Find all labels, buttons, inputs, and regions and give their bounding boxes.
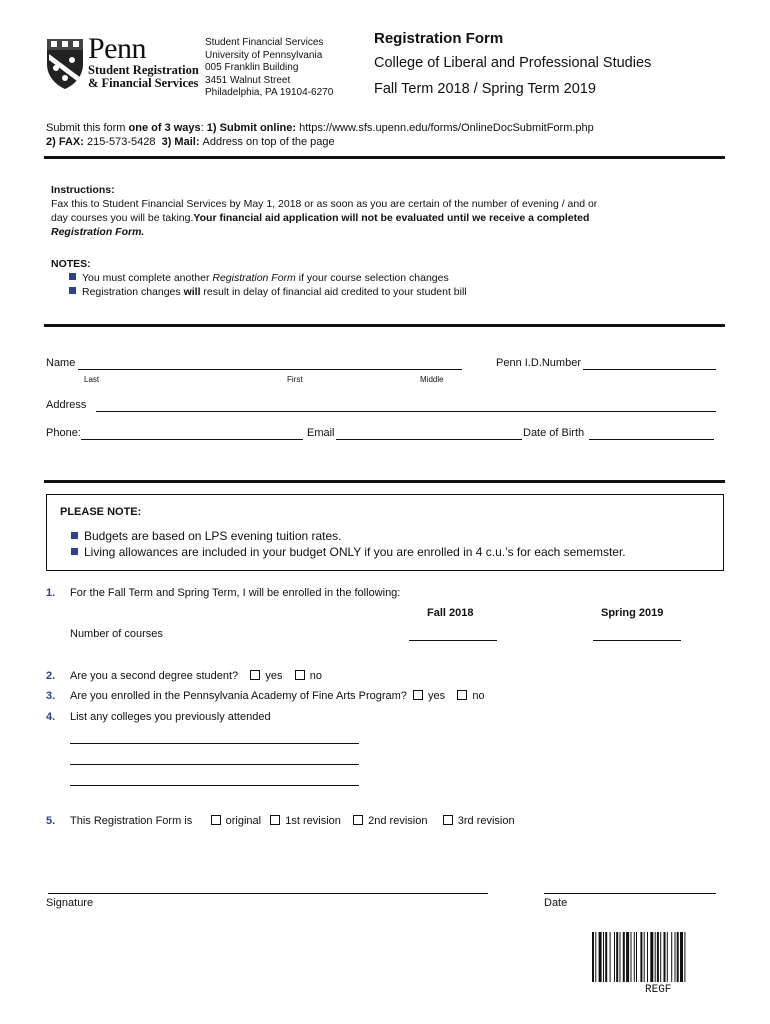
3rd-revision-checkbox[interactable]	[443, 815, 453, 825]
q1-number: 1.	[46, 587, 56, 599]
2nd-revision-checkbox[interactable]	[353, 815, 363, 825]
q3-number: 3.	[46, 690, 56, 702]
college-field-1[interactable]	[70, 743, 359, 744]
please-note-box	[46, 494, 724, 571]
divider	[44, 480, 725, 483]
q3-yes-checkbox[interactable]	[413, 690, 423, 700]
penn-shield-icon	[46, 38, 84, 90]
q2-number: 2.	[46, 670, 56, 682]
address-field[interactable]	[96, 411, 716, 412]
form-title: Registration Form	[374, 30, 504, 47]
signature-field[interactable]	[48, 893, 488, 894]
name-field[interactable]	[78, 369, 462, 370]
date-field[interactable]	[544, 893, 716, 894]
q1-text: For the Fall Term and Spring Term, I will be enrolled in the following:	[70, 587, 401, 599]
fall-courses-field[interactable]	[409, 640, 497, 641]
submit-methods: Submit this form one of 3 ways: 1) Submit online: https://www.sfs.upenn.edu/forms/OnlineDocSubmitForm.php 2) FAX: 215-573-5428 3) Mail: Address on top of the page	[46, 122, 594, 148]
spring-header: Spring 2019	[601, 607, 664, 619]
bullet-icon	[69, 287, 76, 294]
q3-row: Are you enrolled in the Pennsylvania Academy of Fine Arts Program? yes no	[70, 690, 485, 702]
online-submit-link[interactable]: https://www.sfs.upenn.edu/forms/OnlineDocSubmitForm.php	[299, 122, 594, 134]
instructions: Instructions: Fax this to Student Financial Services by May 1, 2018 or as soon as you are certain of the number of evening / and or day courses you will be taking.Your financial aid application will not be evaluated until we receive a completed Registration Form.	[51, 184, 598, 238]
q2-row: Are you a second degree student? yes no	[70, 670, 323, 682]
form-title-block	[374, 30, 651, 107]
divider	[44, 324, 725, 327]
1st-revision-checkbox[interactable]	[270, 815, 280, 825]
penn-id-label: Penn I.D.Number	[496, 357, 581, 369]
q5-row: This Registration Form is original 1st revision 2nd revision 3rd revision	[70, 815, 515, 827]
email-label: Email	[307, 427, 335, 439]
first-name-caption: First	[287, 375, 303, 384]
penn-logo	[44, 32, 199, 98]
phone-label: Phone:	[46, 427, 81, 439]
please-note-heading: PLEASE NOTE:	[60, 506, 142, 518]
barcode-text: REGF	[645, 984, 672, 996]
notes: NOTES: You must complete another Registration Form if your course selection changes Registration changes will result in delay of financial aid credited to your student bill	[51, 258, 467, 298]
divider	[44, 156, 725, 159]
q2-yes-checkbox[interactable]	[250, 670, 260, 680]
phone-field[interactable]	[81, 439, 303, 440]
email-field[interactable]	[336, 439, 522, 440]
q3-no-checkbox[interactable]	[457, 690, 467, 700]
college-name: College of Liberal and Professional Studies	[374, 55, 652, 71]
q2-no-checkbox[interactable]	[295, 670, 305, 680]
term-name: Fall Term 2018 / Spring Term 2019	[374, 81, 596, 97]
penn-id-field[interactable]	[583, 369, 716, 370]
address-label: Address	[46, 399, 87, 411]
date-label: Date	[544, 897, 568, 909]
logo-subtitle: Student Registration & Financial Services	[88, 63, 199, 90]
q5-number: 5.	[46, 815, 56, 827]
sfs-address: Student Financial Services University of Pennsylvania 005 Franklin Building 3451 Walnut Street Philadelphia, PA 19104-6270	[205, 37, 334, 98]
original-checkbox[interactable]	[211, 815, 221, 825]
dob-field[interactable]	[589, 439, 714, 440]
college-field-3[interactable]	[70, 785, 359, 786]
middle-name-caption: Middle	[420, 375, 444, 384]
fall-header: Fall 2018	[427, 607, 474, 619]
bullet-icon	[71, 532, 78, 539]
dob-label: Date of Birth	[523, 427, 585, 439]
please-note-list: Budgets are based on LPS evening tuition rates. Living allowances are included in your budget ONLY if you are enrolled in 4 c.u.’s for each sememster.	[71, 528, 626, 560]
q4-text: List any colleges you previously attended	[70, 711, 271, 723]
name-label: Name	[46, 357, 76, 369]
num-courses-label: Number of courses	[70, 628, 163, 640]
signature-label: Signature	[46, 897, 94, 909]
college-field-2[interactable]	[70, 764, 359, 765]
last-name-caption: Last	[84, 375, 100, 384]
bullet-icon	[71, 548, 78, 555]
barcode-icon	[592, 932, 722, 982]
logo-word: Penn	[88, 32, 146, 65]
bullet-icon	[69, 273, 76, 280]
q4-number: 4.	[46, 711, 56, 723]
spring-courses-field[interactable]	[593, 640, 681, 641]
